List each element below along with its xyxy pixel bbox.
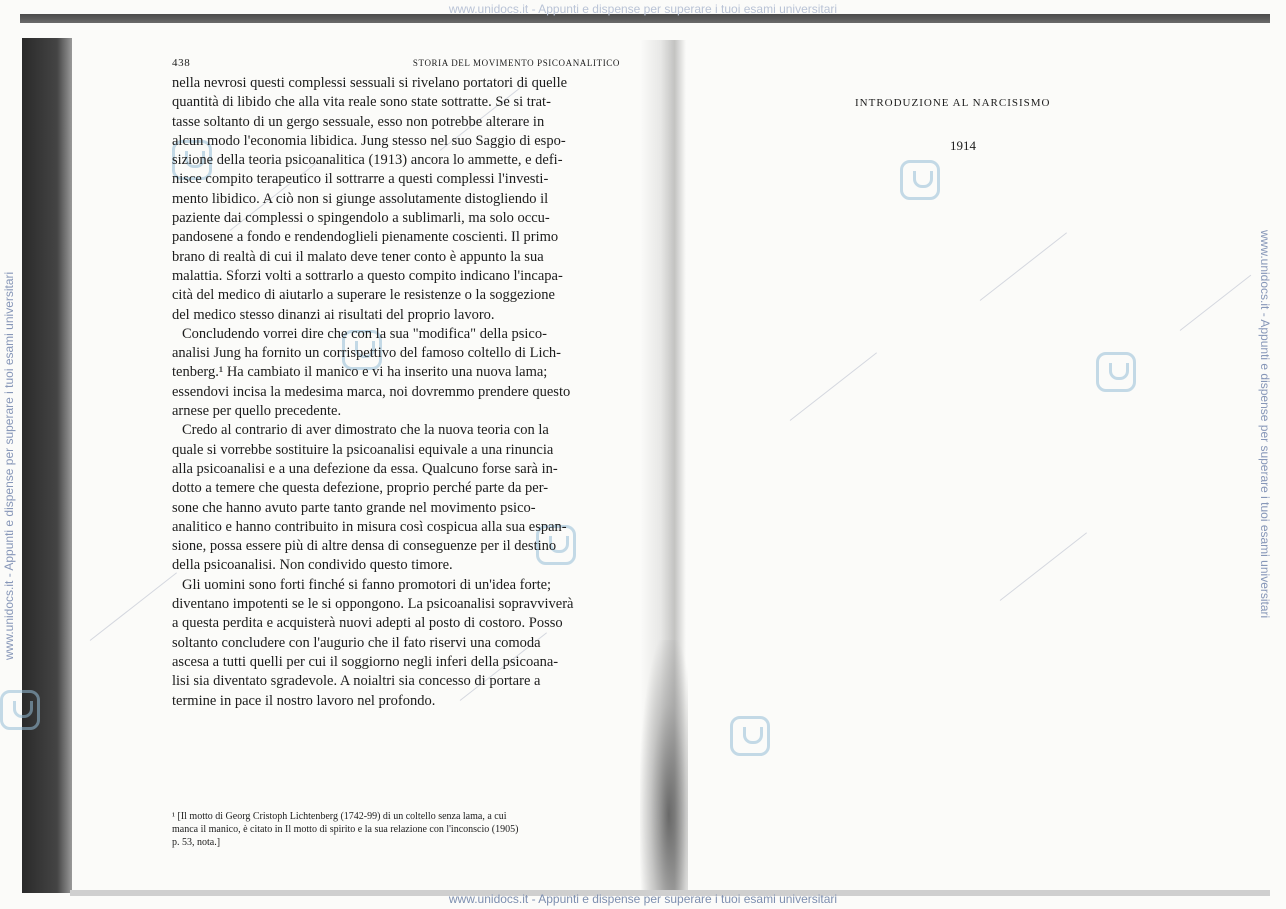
scan-left-shadow [22, 38, 72, 893]
text-line: del medico stesso dinanzi ai risultati del proprio lavoro. [172, 306, 495, 323]
text-line: dotto a temere che questa defezione, proprio perché parte da per- [172, 480, 549, 497]
text-line: brano di realtà di cui il malato deve tener conto è appunto la sua [172, 248, 544, 265]
unidocs-logo-icon [1096, 352, 1136, 392]
chapter-year: 1914 [950, 138, 976, 153]
chapter-title: INTRODUZIONE AL NARCISISMO [855, 97, 1051, 109]
text-line: Credo al contrario di aver dimostrato che la nuova teoria con la [182, 422, 549, 439]
text-line: soltanto concludere con l'augurio che il fato riservi una comoda [172, 634, 541, 651]
left-page-header [172, 57, 620, 71]
text-line: Concludendo vorrei dire che con la sua "modifica" della psico- [182, 325, 547, 342]
text-line: malattia. Sforzi volti a sottrarlo a questo compito indicano l'incapa- [172, 267, 563, 284]
text-line: cità del medico di aiutarlo a superare le resistenze o la soggezione [172, 287, 555, 304]
text-line: pandosene a fondo e rendendoglieli pienamente coscienti. Il primo [172, 229, 559, 246]
text-line: termine in pace il nostro lavoro nel profondo. [172, 692, 436, 709]
text-line: Gli uomini sono forti finché si fanno promotori di un'idea forte; [182, 576, 552, 593]
footnote-line: p. 53, nota.] [172, 837, 221, 848]
text-line: alcun modo l'economia libidica. Jung stesso nel suo Saggio di espo- [172, 132, 566, 149]
watermark-right: www.unidocs.it - Appunti e dispense per superare i tuoi esami universitari [1258, 230, 1272, 619]
text-line: tasse soltanto di un gergo sessuale, esso non potrebbe alterare in [172, 113, 545, 130]
page-number: 438 [172, 57, 191, 69]
footnote [172, 810, 620, 849]
text-line: nella nevrosi questi complessi sessuali si rivelano portatori di quelle [172, 75, 568, 91]
unidocs-logo-icon [900, 160, 940, 200]
text-line: lisi sia diventato sgradevole. A noialtri sia concesso di portare a [172, 673, 541, 690]
text-line: nisce compito terapeutico il sottrarre a questi complessi l'investi- [172, 171, 549, 188]
text-line: paziente dai complessi o spingendolo a sublimarli, ma solo occu- [172, 210, 550, 227]
text-line: essendovi incisa la medesima marca, noi dovremmo prendere questo [172, 383, 571, 400]
text-line: ascesa a tutti quelli per cui il soggiorno negli inferi della psicoana- [172, 653, 559, 670]
text-line: sizione della teoria psicoanalitica (1913) ancora lo ammette, e defi- [172, 152, 563, 169]
text-line: a questa perdita e acquisterà nuovi adepti al posto di costoro. Posso [172, 615, 563, 632]
text-line: della psicoanalisi. Non condivido questo timore. [172, 557, 453, 574]
spine-shadow [640, 640, 688, 890]
text-line: analisi Jung ha fornito un corrispettivo del famoso coltello di Lich- [172, 345, 561, 362]
text-line: diventano impotenti se le si oppongono. La psicoanalisi sopravviverà [172, 596, 574, 613]
unidocs-logo-icon [0, 690, 40, 730]
text-line: sione, possa essere più di altre densa di conseguenze per il destino [172, 538, 557, 555]
watermark-bottom: www.unidocs.it - Appunti e dispense per superare i tuoi esami universitari [448, 892, 838, 906]
text-line: analitico e hanno contribuito in misura così cospicua alla sua espan- [172, 518, 567, 535]
unidocs-logo-icon [730, 716, 770, 756]
footnote-line: ¹ [Il motto di Georg Cristoph Lichtenberg (1742-99) di un coltello senza lama, a cui [172, 811, 507, 822]
footnote-line: manca il manico, è citato in Il motto di spirito e la sua relazione con l'inconscio (1905) [172, 824, 519, 835]
text-line: tenberg.¹ Ha cambiato il manico e vi ha inserito una nuova lama; [172, 364, 548, 381]
watermark-top: www.unidocs.it - Appunti e dispense per superare i tuoi esami universitari [448, 2, 838, 16]
text-line: quantità di libido che alla vita reale sono state sottratte. Se si trat- [172, 94, 551, 111]
text-line: sone che hanno avuto parte tanto grande nel movimento psico- [172, 499, 536, 516]
left-page-body [172, 74, 620, 711]
text-line: mento libidico. A ciò non si giunge assolutamente distogliendo il [172, 190, 549, 207]
text-line: quale si vorrebbe sostituire la psicoanalisi equivale a una rinuncia [172, 441, 554, 458]
text-line: alla psicoanalisi e a una defezione da essa. Qualcuno forse sarà in- [172, 460, 558, 477]
text-line: arnese per quello precedente. [172, 403, 342, 420]
running-head: STORIA DEL MOVIMENTO PSICOANALITICO [412, 58, 620, 68]
watermark-left: www.unidocs.it - Appunti e dispense per superare i tuoi esami universitari [2, 271, 16, 660]
